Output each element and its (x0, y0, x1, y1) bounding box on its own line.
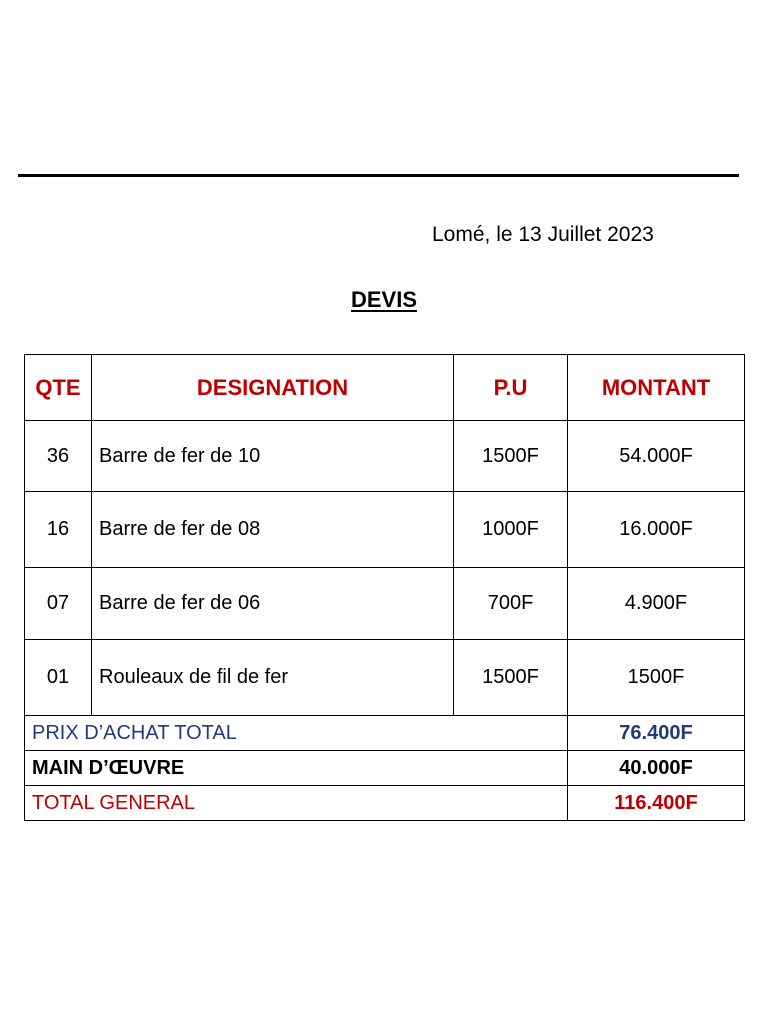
table-row (25, 492, 745, 568)
cell-pu: 700F (454, 568, 568, 640)
cell-montant: 1500F (568, 640, 745, 716)
labour-value: 40.000F (568, 751, 745, 786)
cell-pu: 1500F (454, 421, 568, 492)
column-header-qte: QTE (25, 355, 92, 421)
cell-designation: Barre de fer de 08 (92, 492, 454, 568)
place-date: Lomé, le 13 Juillet 2023 (432, 223, 654, 246)
column-header-montant: MONTANT (568, 355, 745, 421)
grand-total-row (25, 786, 745, 821)
purchase-total-value: 76.400F (568, 716, 745, 751)
column-header-pu: P.U (454, 355, 568, 421)
column-header-designation: DESIGNATION (92, 355, 454, 421)
quote-table (24, 354, 745, 821)
cell-montant: 4.900F (568, 568, 745, 640)
cell-qte: 36 (25, 421, 92, 492)
labour-row (25, 751, 745, 786)
cell-designation: Rouleaux de fil de fer (92, 640, 454, 716)
purchase-total-label: PRIX D’ACHAT TOTAL (25, 716, 568, 751)
cell-montant: 54.000F (568, 421, 745, 492)
table-row (25, 568, 745, 640)
purchase-total-row (25, 716, 745, 751)
cell-qte: 16 (25, 492, 92, 568)
cell-qte: 07 (25, 568, 92, 640)
grand-total-label: TOTAL GENERAL (25, 786, 568, 821)
document-title-text: DEVIS (350, 287, 418, 312)
cell-qte: 01 (25, 640, 92, 716)
table-row (25, 421, 745, 492)
cell-designation: Barre de fer de 06 (92, 568, 454, 640)
table-header-row (25, 355, 745, 421)
table-row (25, 640, 745, 716)
header-rule (18, 174, 739, 177)
labour-label: MAIN D’ŒUVRE (25, 751, 568, 786)
cell-pu: 1500F (454, 640, 568, 716)
cell-pu: 1000F (454, 492, 568, 568)
document-title (0, 287, 768, 313)
cell-designation: Barre de fer de 10 (92, 421, 454, 492)
grand-total-value: 116.400F (568, 786, 745, 821)
cell-montant: 16.000F (568, 492, 745, 568)
